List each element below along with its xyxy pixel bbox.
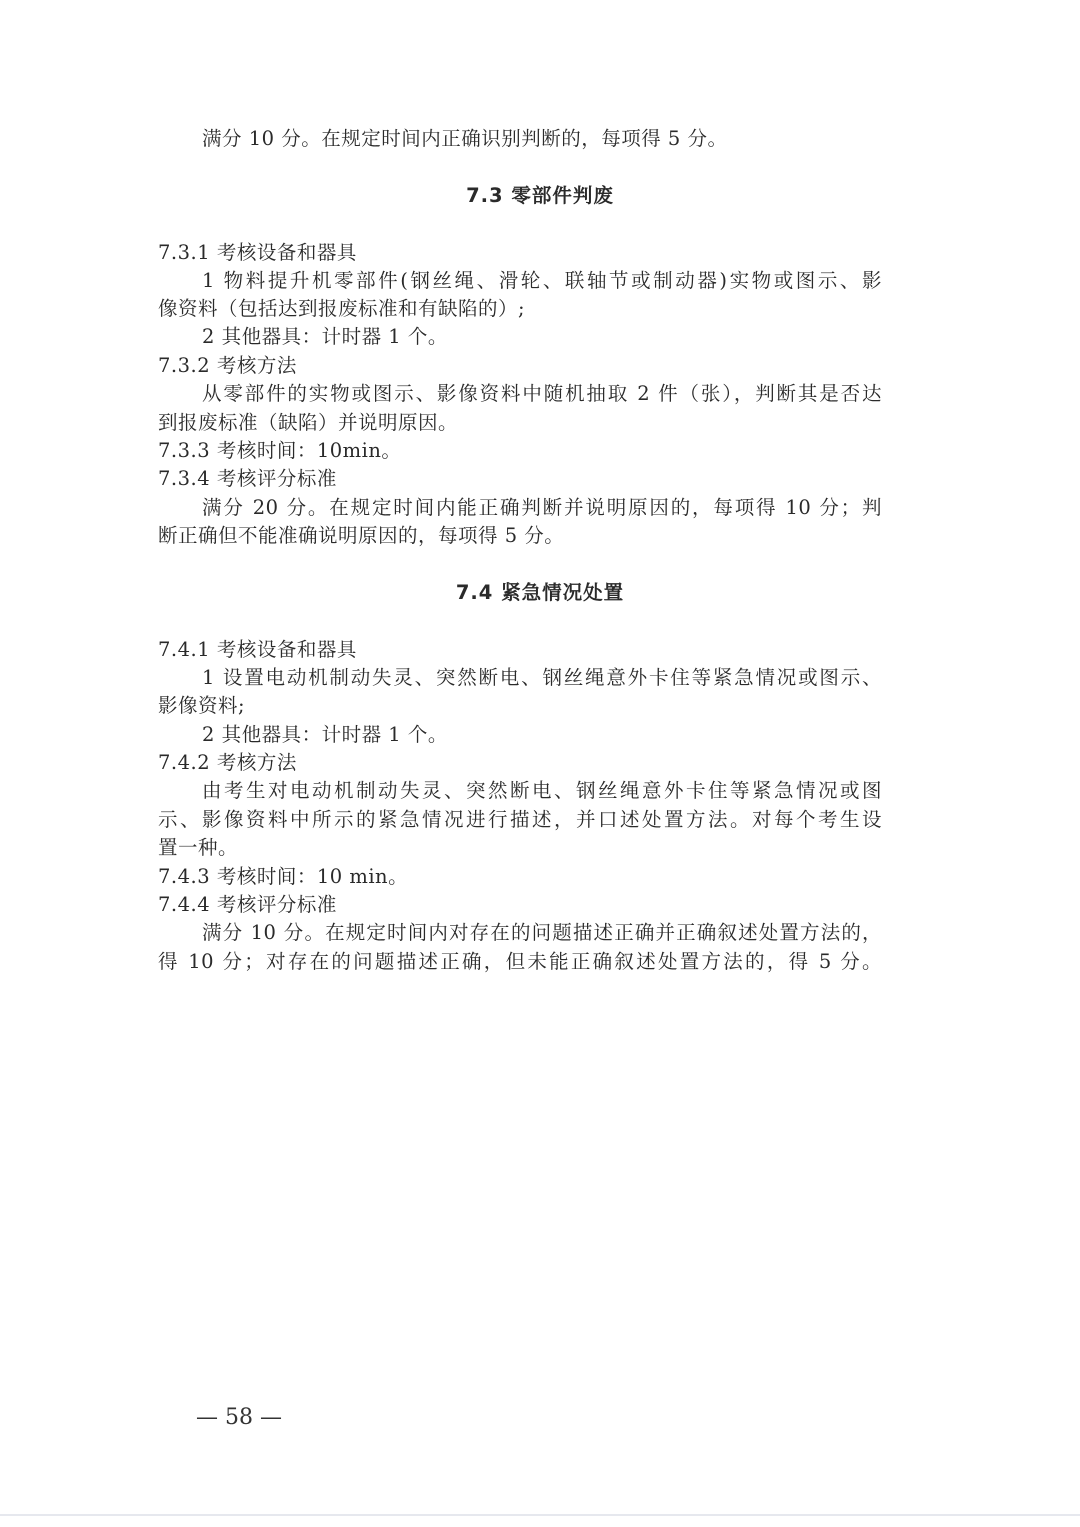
clause-7-4-2-text-line2: 示、影像资料中所示的紧急情况进行描述，并口述处置方法。对每个考生设	[158, 808, 882, 831]
section-heading-7-3: 7.3 零部件判废	[466, 184, 614, 207]
clause-7-3-1-item1-line1: 1 物料提升机零部件(钢丝绳、滑轮、联轴节或制动器)实物或图示、影	[202, 269, 882, 292]
clause-7-4-4-text-line1: 满分 10 分。在规定时间内对存在的问题描述正确并正确叙述处置方法的，	[202, 921, 882, 944]
section-heading-7-4: 7.4 紧急情况处置	[455, 581, 625, 604]
clause-7-4-2-title: 7.4.2 考核方法	[158, 751, 297, 774]
clause-7-4-1-item2: 2 其他器具：计时器 1 个。	[202, 723, 448, 746]
scoring-text-7-2-4: 满分 10 分。在规定时间内正确识别判断的，每项得 5 分。	[202, 127, 728, 150]
clause-7-3-4-title: 7.3.4 考核评分标准	[158, 467, 337, 490]
bottom-edge-divider	[0, 1514, 1080, 1516]
clause-7-3-2-text-line2: 到报废标准（缺陷）并说明原因。	[158, 411, 459, 434]
clause-7-3-1-item2: 2 其他器具：计时器 1 个。	[202, 325, 448, 348]
clause-7-3-4-text-line1: 满分 20 分。在规定时间内能正确判断并说明原因的，每项得 10 分；判	[202, 496, 882, 519]
clause-7-4-2-text-line1: 由考生对电动机制动失灵、突然断电、钢丝绳意外卡住等紧急情况或图	[202, 779, 882, 802]
clause-7-3-3-time: 7.3.3 考核时间：10min。	[158, 439, 402, 462]
clause-7-4-4-title: 7.4.4 考核评分标准	[158, 893, 337, 916]
clause-7-4-1-item1-line2: 影像资料;	[158, 694, 246, 717]
clause-7-4-2-text-line3: 置一种。	[158, 836, 239, 859]
clause-7-4-1-item1-line1: 1 设置电动机制动失灵、突然断电、钢丝绳意外卡住等紧急情况或图示、	[202, 666, 882, 689]
clause-7-3-1-title: 7.3.1 考核设备和器具	[158, 241, 357, 264]
clause-7-3-4-text-line2: 断正确但不能准确说明原因的，每项得 5 分。	[158, 524, 565, 547]
clause-7-4-1-title: 7.4.1 考核设备和器具	[158, 638, 357, 661]
clause-7-3-2-text-line1: 从零部件的实物或图示、影像资料中随机抽取 2 件（张），判断其是否达	[202, 382, 882, 405]
clause-7-3-1-item1-line2: 像资料（包括达到报废标准和有缺陷的）;	[158, 297, 526, 320]
clause-7-4-4-text-line2: 得 10 分；对存在的问题描述正确，但未能正确叙述处置方法的，得 5 分。	[158, 950, 882, 973]
clause-7-3-2-title: 7.3.2 考核方法	[158, 354, 297, 377]
clause-7-4-3-time: 7.4.3 考核时间：10 min。	[158, 865, 409, 888]
page-number: — 58 —	[196, 1405, 282, 1430]
